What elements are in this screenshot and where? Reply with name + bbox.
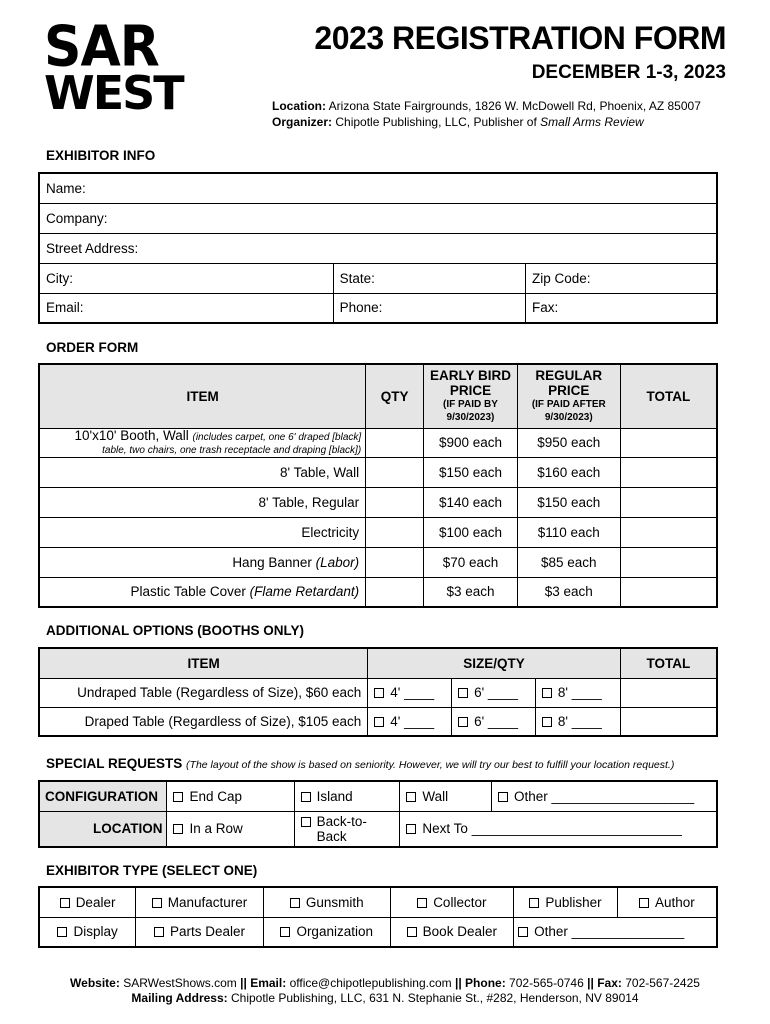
checkbox-icon[interactable]: [290, 898, 300, 908]
event-location-block: [272, 98, 701, 130]
size-option-6ft[interactable]: [452, 707, 536, 736]
early-price-cell: $100 each: [424, 517, 518, 547]
website-label: Website:: [70, 976, 120, 990]
type-manufacturer[interactable]: [136, 887, 264, 917]
item-cell: Draped Table (Regardless of Size), $105 each: [39, 707, 368, 736]
table-row: [39, 517, 717, 547]
location-option-back-to-back[interactable]: [294, 811, 400, 847]
footer-contact-line: [0, 976, 770, 991]
item-label: 8' Table, Wall: [280, 464, 360, 480]
size-option-6ft[interactable]: [452, 678, 536, 707]
order-col-qty: QTY: [366, 364, 424, 428]
mailing-address: Chipotle Publishing, LLC, 631 N. Stephanie St., #282, Henderson, NV 89014: [230, 991, 639, 1005]
total-cell[interactable]: [620, 428, 717, 457]
early-price-cell: $900 each: [424, 428, 518, 457]
order-col-regular: [517, 364, 620, 428]
fax-number: 702-567-2425: [625, 976, 700, 990]
order-col-total: TOTAL: [620, 364, 717, 428]
checkbox-icon[interactable]: [301, 792, 311, 802]
checkbox-icon[interactable]: [301, 817, 311, 827]
checkbox-icon[interactable]: [406, 792, 416, 802]
additional-col-total: TOTAL: [620, 648, 717, 678]
regular-price-cell: $160 each: [517, 457, 620, 487]
street-address-field[interactable]: Street Address:: [39, 233, 717, 263]
item-label: 8' Table, Regular: [258, 494, 360, 510]
config-option-wall[interactable]: [400, 781, 492, 811]
order-col-item: ITEM: [39, 364, 366, 428]
checkbox-icon[interactable]: [374, 717, 384, 727]
separator: ||: [240, 976, 247, 990]
type-author[interactable]: [617, 887, 717, 917]
size-label: 6' ____: [474, 685, 518, 700]
checkbox-icon[interactable]: [152, 898, 162, 908]
footer-mailing-line: [0, 991, 770, 1006]
config-option-end-cap[interactable]: [167, 781, 294, 811]
regular-price-cell: $150 each: [517, 487, 620, 517]
phone-field[interactable]: Phone:: [333, 293, 525, 323]
size-label: 4' ____: [390, 713, 435, 729]
qty-cell[interactable]: [366, 428, 424, 457]
option-label: Back-to-Back: [316, 813, 367, 844]
early-bird-sub: (IF PAID BY 9/30/2023): [443, 399, 498, 424]
special-requests-table: [38, 780, 718, 848]
checkbox-icon[interactable]: [498, 792, 508, 802]
option-label: Other ___________________: [514, 788, 695, 804]
email-link[interactable]: office@chipotlepublishing.com: [289, 976, 452, 990]
table-row: [39, 547, 717, 577]
checkbox-icon[interactable]: [154, 927, 164, 937]
total-cell[interactable]: [620, 577, 717, 607]
size-label: 4' ____: [390, 685, 435, 700]
fax-field[interactable]: Fax:: [526, 293, 717, 323]
qty-cell[interactable]: [366, 517, 424, 547]
option-label: Wall: [422, 788, 449, 804]
name-field[interactable]: Name:: [39, 173, 717, 203]
phone-number: 702-565-0746: [509, 976, 584, 990]
regular-price-label: REGULAR PRICE: [535, 368, 603, 399]
table-row: [39, 678, 717, 707]
location-label: Location:: [272, 99, 326, 113]
option-label: Manufacturer: [167, 894, 248, 910]
table-row: [39, 457, 717, 487]
regular-price-cell: $3 each: [517, 577, 620, 607]
qty-cell[interactable]: [366, 457, 424, 487]
type-gunsmith[interactable]: [263, 887, 390, 917]
checkbox-icon[interactable]: [639, 898, 649, 908]
location-value: Arizona State Fairgrounds, 1826 W. McDowell Rd, Phoenix, AZ 85007: [328, 99, 701, 113]
size-label: 8' ____: [557, 713, 602, 729]
event-dates: DECEMBER 1-3, 2023: [531, 62, 726, 83]
option-label: Organization: [296, 924, 373, 940]
configuration-label: CONFIGURATION: [39, 781, 167, 811]
total-cell[interactable]: [620, 678, 717, 707]
type-parts-dealer[interactable]: [136, 917, 264, 947]
item-cell: [39, 487, 366, 517]
option-label: Collector: [433, 894, 487, 910]
total-cell[interactable]: [620, 707, 717, 736]
mailing-label: Mailing Address:: [131, 991, 228, 1005]
size-option-8ft[interactable]: [535, 678, 620, 707]
type-collector[interactable]: [390, 887, 514, 917]
city-field[interactable]: City:: [39, 263, 333, 293]
regular-price-cell: $950 each: [517, 428, 620, 457]
regular-price-cell: $85 each: [517, 547, 620, 577]
order-form-heading: ORDER FORM: [46, 340, 139, 355]
booth-item-note-1: (includes carpet, one 6' draped [black]: [192, 431, 362, 443]
size-label: 6' ____: [474, 713, 518, 729]
type-organization[interactable]: [263, 917, 390, 947]
fax-label: Fax:: [597, 976, 622, 990]
exhibitor-type-heading: EXHIBITOR TYPE (SELECT ONE): [46, 863, 258, 878]
item-label: Hang Banner: [232, 554, 312, 570]
state-field[interactable]: State:: [333, 263, 525, 293]
item-cell: [39, 547, 366, 577]
regular-price-cell: $110 each: [517, 517, 620, 547]
option-label: Island: [316, 788, 353, 804]
size-option-8ft[interactable]: [535, 707, 620, 736]
item-label: Electricity: [301, 524, 360, 540]
total-cell[interactable]: [620, 547, 717, 577]
size-option-4ft[interactable]: [368, 707, 452, 736]
table-row: [39, 707, 717, 736]
website-link[interactable]: SARWestShows.com: [123, 976, 237, 990]
option-label: In a Row: [189, 821, 243, 837]
organizer-line: [272, 114, 701, 130]
footer: [0, 976, 770, 1006]
checkbox-icon[interactable]: [406, 824, 416, 834]
booth-item-note-2: table, two chairs, one trash receptacle and draping [black]): [102, 444, 362, 456]
organizer-publication: Small Arms Review: [540, 115, 644, 129]
checkbox-icon[interactable]: [60, 898, 70, 908]
zip-code-field[interactable]: Zip Code:: [526, 263, 717, 293]
checkbox-icon[interactable]: [57, 927, 67, 937]
checkbox-icon[interactable]: [542, 688, 552, 698]
special-requests-note: (The layout of the show is based on seniority. However, we will try our best to fulfill your location request.): [186, 759, 675, 771]
total-cell[interactable]: [620, 487, 717, 517]
early-price-cell: $150 each: [424, 457, 518, 487]
location-option-next-to[interactable]: [400, 811, 717, 847]
special-requests-heading-line: [46, 756, 674, 771]
additional-options-table: [38, 647, 718, 737]
order-form-table: [38, 363, 718, 608]
config-option-island[interactable]: [294, 781, 400, 811]
qty-cell[interactable]: [366, 487, 424, 517]
table-row: [39, 577, 717, 607]
option-label: Publisher: [545, 894, 602, 910]
location-option-in-a-row[interactable]: [167, 811, 294, 847]
company-field[interactable]: Company:: [39, 203, 717, 233]
separator: ||: [454, 976, 462, 990]
table-row: [39, 428, 717, 457]
total-cell[interactable]: [620, 457, 717, 487]
option-label: Other _______________: [534, 924, 685, 940]
table-row: [39, 487, 717, 517]
checkbox-icon[interactable]: [529, 898, 539, 908]
item-note: (Labor): [315, 554, 360, 570]
sar-west-logo: [44, 14, 184, 130]
qty-cell[interactable]: [366, 547, 424, 577]
type-publisher[interactable]: [514, 887, 618, 917]
exhibitor-info-heading: EXHIBITOR INFO: [46, 148, 156, 163]
checkbox-icon[interactable]: [407, 927, 417, 937]
early-price-cell: $70 each: [424, 547, 518, 577]
checkbox-icon[interactable]: [518, 927, 528, 937]
additional-col-item: ITEM: [39, 648, 368, 678]
total-cell[interactable]: [620, 517, 717, 547]
exhibitor-info-table: [38, 172, 718, 324]
booth-item-label: 10'x10' Booth, Wall: [74, 427, 189, 443]
additional-col-size: SIZE/QTY: [368, 648, 620, 678]
item-cell: [39, 577, 366, 607]
location-line: [272, 98, 701, 114]
checkbox-icon[interactable]: [173, 792, 183, 802]
config-option-other[interactable]: [492, 781, 717, 811]
phone-label: Phone:: [465, 976, 506, 990]
option-label: Display: [73, 924, 118, 940]
organizer-value: Chipotle Publishing, LLC, Publisher of: [335, 115, 537, 129]
logo-line-2: WEST: [44, 66, 183, 120]
option-label: Book Dealer: [422, 924, 497, 940]
type-dealer[interactable]: [39, 887, 136, 917]
checkbox-icon[interactable]: [458, 688, 468, 698]
checkbox-icon[interactable]: [173, 824, 183, 834]
separator: ||: [587, 976, 594, 990]
item-note: (Flame Retardant): [249, 584, 360, 600]
option-label: Parts Dealer: [170, 924, 246, 940]
logo-line-1: SAR: [44, 14, 159, 80]
item-cell: [39, 517, 366, 547]
item-cell: Undraped Table (Regardless of Size), $60 each: [39, 678, 368, 707]
additional-options-heading: ADDITIONAL OPTIONS (BOOTHS ONLY): [46, 623, 305, 638]
organizer-label: Organizer:: [272, 115, 333, 129]
early-price-cell: $140 each: [424, 487, 518, 517]
order-col-early: [424, 364, 518, 428]
checkbox-icon[interactable]: [458, 717, 468, 727]
checkbox-icon[interactable]: [417, 898, 427, 908]
early-price-cell: $3 each: [424, 577, 518, 607]
qty-cell[interactable]: [366, 577, 424, 607]
checkbox-icon[interactable]: [280, 927, 290, 937]
type-other[interactable]: [514, 917, 717, 947]
special-requests-heading: SPECIAL REQUESTS: [46, 756, 183, 771]
type-display[interactable]: [39, 917, 136, 947]
option-label: Gunsmith: [305, 894, 364, 910]
email-label: Email:: [250, 976, 287, 990]
item-label: Plastic Table Cover: [130, 584, 246, 600]
exhibitor-type-table: [38, 886, 718, 948]
item-cell: [39, 457, 366, 487]
option-label: Author: [655, 894, 695, 910]
page-title: 2023 REGISTRATION FORM: [314, 20, 726, 56]
size-option-4ft[interactable]: [368, 678, 452, 707]
regular-price-sub: (IF PAID AFTER 9/30/2023): [531, 399, 606, 424]
option-label: Next To ____________________________: [422, 821, 682, 837]
email-field[interactable]: Email:: [39, 293, 333, 323]
checkbox-icon[interactable]: [542, 717, 552, 727]
size-label: 8' ____: [557, 685, 602, 700]
location-label: LOCATION: [39, 811, 167, 847]
option-label: Dealer: [75, 894, 116, 910]
early-bird-label: EARLY BIRD PRICE: [429, 368, 511, 399]
checkbox-icon[interactable]: [374, 688, 384, 698]
type-book-dealer[interactable]: [390, 917, 514, 947]
booth-item-cell: [39, 428, 366, 457]
option-label: End Cap: [189, 788, 243, 804]
